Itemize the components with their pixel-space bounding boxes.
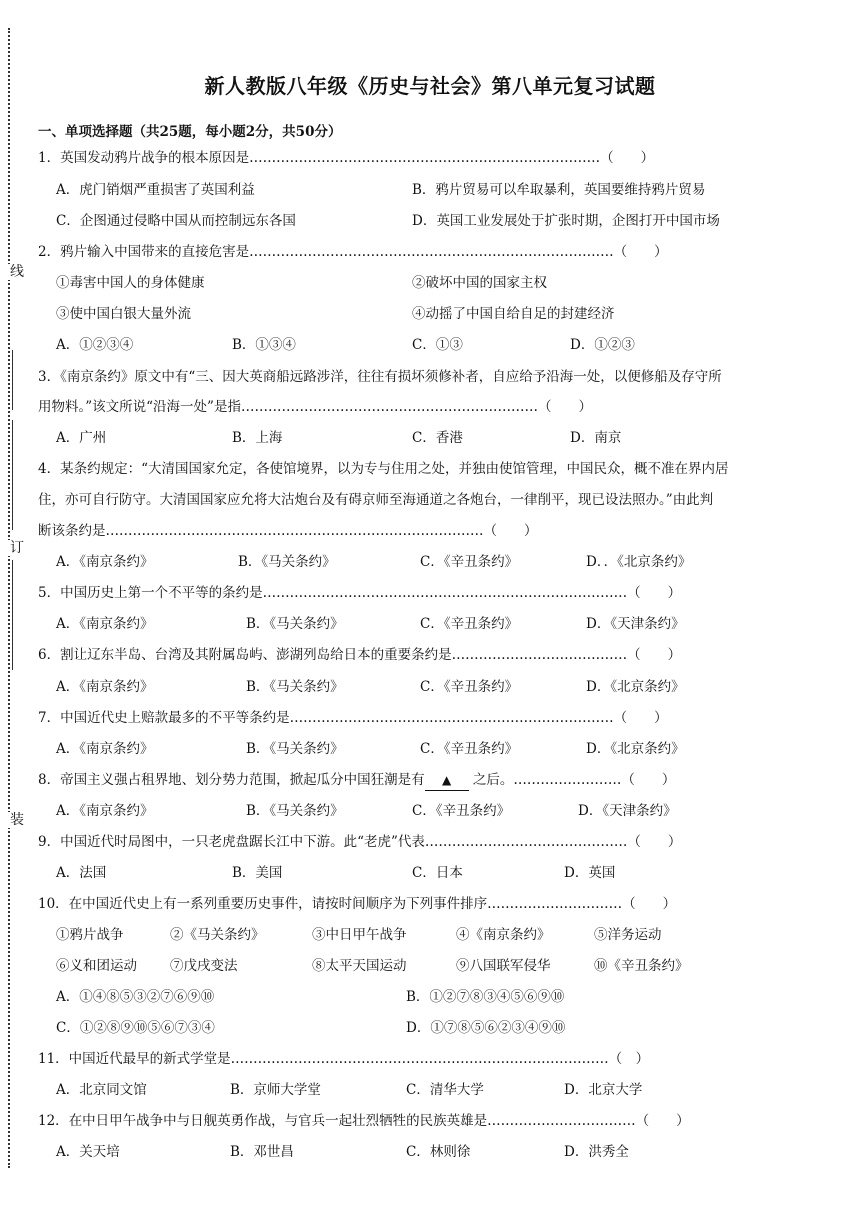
question-1-options-row-2: [56, 211, 856, 231]
q10-option-c[interactable]: C．①②⑧⑨⑩⑤⑥⑦③④: [56, 1020, 215, 1036]
question-8-options: [56, 801, 856, 821]
q10-item-4: ④《南京条约》: [456, 927, 551, 943]
q3-option-a[interactable]: A．广州: [56, 430, 107, 446]
q2-item-4: ④动摇了中国自给自足的封建经济: [412, 306, 615, 322]
question-4-stem-line-3: 断该条约是…………………………………………………………………………（ ）: [38, 523, 538, 539]
question-1-stem: 1．英国发动鸦片战争的根本原因是……………………………………………………………………（ ）: [38, 150, 655, 166]
q10-item-1: ①鸦片战争: [56, 927, 124, 943]
question-3-options: [56, 428, 856, 448]
q4-option-b[interactable]: B．《马关条约》: [238, 554, 336, 570]
q7-option-a[interactable]: A．《南京条约》: [56, 741, 154, 757]
q2-item-1: ①毒害中国人的身体健康: [56, 275, 205, 291]
binding-dotted-line: [8, 28, 10, 1168]
q7-option-c[interactable]: C．《辛丑条约》: [420, 741, 519, 757]
question-10-options-row-1: [56, 987, 856, 1007]
q5-option-b[interactable]: B．《马关条约》: [246, 616, 344, 632]
q5-option-d[interactable]: D．《天津条约》: [586, 616, 685, 632]
question-5-stem: 5．中国历史上第一个不平等的条约是………………………………………………………………………（ ）: [38, 585, 682, 601]
q5-option-a[interactable]: A．《南京条约》: [56, 616, 154, 632]
question-4-stem-line-1: 4．某条约规定：“大清国国家允定，各使馆境界，以为专与住用之处，并独由使馆管理，中国民众，概不准在界内居: [38, 461, 729, 477]
q7-option-d[interactable]: D．《北京条约》: [586, 741, 685, 757]
q2-option-b[interactable]: B．①③④: [232, 337, 296, 353]
q8-option-c[interactable]: C．《辛丑条约》: [412, 803, 511, 819]
page-title: 新人教版八年级《历史与社会》第八单元复习试题: [204, 74, 656, 98]
question-9-stem: 9．中国近代时局图中，一只老虎盘踞长江中下游。此“老虎”代表………………………………………（ ）: [38, 834, 682, 850]
q3-option-d[interactable]: D．南京: [570, 430, 622, 446]
q4-option-a[interactable]: A．《南京条约》: [56, 554, 154, 570]
q2-item-3: ③使中国白银大量外流: [56, 306, 191, 322]
q10-item-7: ⑦戊戌变法: [170, 958, 238, 974]
question-3-stem-line-2: 用物料。”该文所说“沿海一处”是指…………………………………………………………（ ）: [38, 399, 592, 415]
q6-option-c[interactable]: C．《辛丑条约》: [420, 679, 519, 695]
question-11-options: [56, 1080, 856, 1100]
section-heading: 一、单项选择题（共25题，每小题2分，共50分）: [38, 124, 342, 140]
q9-option-d[interactable]: D．英国: [564, 865, 616, 881]
q1-option-d[interactable]: D．英国工业发展处于扩张时期，企图打开中国市场: [412, 213, 720, 229]
q9-option-c[interactable]: C．日本: [412, 865, 463, 881]
q10-item-5: ⑤洋务运动: [594, 927, 662, 943]
binding-blank-line-3: [12, 560, 13, 670]
q10-option-d[interactable]: D．①⑦⑧⑤⑥②③④⑨⑩: [406, 1020, 566, 1036]
q10-option-b[interactable]: B．①②⑦⑧③④⑤⑥⑨⑩: [406, 989, 565, 1005]
question-5-options: [56, 614, 856, 634]
question-7-options: [56, 739, 856, 759]
q4-option-c[interactable]: C．《辛丑条约》: [420, 554, 519, 570]
q8-stem-post: 之后。……………………（ ）: [468, 772, 676, 788]
q6-option-b[interactable]: B．《马关条约》: [246, 679, 344, 695]
q3-option-c[interactable]: C．香港: [412, 430, 463, 446]
question-8-stem: [38, 770, 838, 790]
q9-option-b[interactable]: B．美国: [232, 865, 283, 881]
question-9-options: [56, 863, 856, 883]
q12-option-d[interactable]: D．洪秀全: [564, 1144, 629, 1160]
question-12-stem: 12．在中日甲午战争中与日舰英勇作战，与官兵一起壮烈牺牲的民族英雄是……………………………（ ）: [38, 1113, 690, 1129]
binding-blank-line-2: [12, 420, 13, 530]
question-6-options: [56, 677, 856, 697]
binding-char-ding: 订: [6, 540, 28, 556]
q4-option-d[interactable]: D．．《北京条约》: [586, 554, 692, 570]
q12-option-b[interactable]: B．邓世昌: [230, 1144, 294, 1160]
question-2-options: [56, 335, 856, 355]
triangle-icon: ▲: [441, 773, 452, 787]
question-12-options: [56, 1142, 856, 1162]
q8-blank[interactable]: [425, 770, 469, 791]
q8-stem-pre: 8．帝国主义强占租界地、划分势力范围，掀起瓜分中国狂潮是有: [38, 772, 425, 788]
question-3-stem-line-1: 3．《南京条约》原文中有“三、因大英商船远路涉洋，往往有损坏须修补者，自应给予沿海一处，以便修船及存守所: [38, 369, 722, 385]
q12-option-a[interactable]: A．关天培: [56, 1144, 120, 1160]
question-2-items-row-1: [56, 273, 856, 293]
q10-option-a[interactable]: A．①④⑧⑤③②⑦⑥⑨⑩: [56, 989, 215, 1005]
binding-char-zhuang: 装: [6, 812, 28, 828]
question-10-items-row-1: [56, 925, 856, 945]
question-10-items-row-2: [56, 956, 856, 976]
binding-char-xian: 线: [6, 264, 28, 280]
q12-option-c[interactable]: C．林则徐: [406, 1144, 471, 1160]
q2-option-d[interactable]: D．①②③: [570, 337, 635, 353]
q10-item-2: ②《马关条约》: [170, 927, 265, 943]
q1-option-a[interactable]: A．虎门销烟严重损害了英国利益: [56, 182, 255, 198]
q10-item-6: ⑥义和团运动: [56, 958, 137, 974]
q2-option-a[interactable]: A．①②③④: [56, 337, 134, 353]
q5-option-c[interactable]: C．《辛丑条约》: [420, 616, 519, 632]
question-7-stem: 7．中国近代史上赔款最多的不平等条约是………………………………………………………………（ ）: [38, 710, 668, 726]
q9-option-a[interactable]: A．法国: [56, 865, 107, 881]
q6-option-d[interactable]: D．《北京条约》: [586, 679, 685, 695]
question-1-options-row-1: [56, 180, 856, 200]
question-4-stem-line-2: 住，亦可自行防守。大清国国家应允将大沽炮台及有碍京师至海通道之各炮台，一律削平，现已设法照办。”由此判: [38, 492, 714, 508]
question-10-options-row-2: [56, 1018, 856, 1038]
q1-option-b[interactable]: B．鸦片贸易可以牟取暴利，英国要维持鸦片贸易: [412, 182, 706, 198]
q10-item-9: ⑨八国联军侵华: [456, 958, 551, 974]
q8-option-d[interactable]: D．《天津条约》: [578, 803, 677, 819]
q7-option-b[interactable]: B．《马关条约》: [246, 741, 344, 757]
q10-item-3: ③中日甲午战争: [312, 927, 407, 943]
q2-item-2: ②破坏中国的国家主权: [412, 275, 547, 291]
q11-option-a[interactable]: A．北京同文馆: [56, 1082, 147, 1098]
q11-option-c[interactable]: C．清华大学: [406, 1082, 484, 1098]
q6-option-a[interactable]: A．《南京条约》: [56, 679, 154, 695]
q2-option-c[interactable]: C．①③: [412, 337, 463, 353]
binding-blank-line-1: [12, 350, 13, 410]
q11-option-d[interactable]: D．北京大学: [564, 1082, 643, 1098]
q10-item-10: ⑩《辛丑条约》: [594, 958, 689, 974]
question-6-stem: 6．割让辽东半岛、台湾及其附属岛屿、澎湖列岛给日本的重要条约是…………………………………（ ）: [38, 647, 682, 663]
question-2-stem: 2．鸦片输入中国带来的直接危害是………………………………………………………………………（ ）: [38, 244, 668, 260]
q8-option-b[interactable]: B．《马关条约》: [246, 803, 344, 819]
question-10-stem: 10．在中国近代史上有一系列重要历史事件，请按时间顺序为下列事件排序…………………………（ ）: [38, 896, 677, 912]
question-11-stem: 11．中国近代最早的新式学堂是…………………………………………………………………………（ ）: [38, 1051, 650, 1067]
q11-option-b[interactable]: B．京师大学堂: [230, 1082, 321, 1098]
q3-option-b[interactable]: B．上海: [232, 430, 283, 446]
q1-option-c[interactable]: C．企图通过侵略中国从而控制远东各国: [56, 213, 296, 229]
question-2-items-row-2: [56, 304, 856, 324]
question-4-options: [56, 552, 856, 572]
q8-option-a[interactable]: A．《南京条约》: [56, 803, 154, 819]
q10-item-8: ⑧太平天国运动: [312, 958, 407, 974]
